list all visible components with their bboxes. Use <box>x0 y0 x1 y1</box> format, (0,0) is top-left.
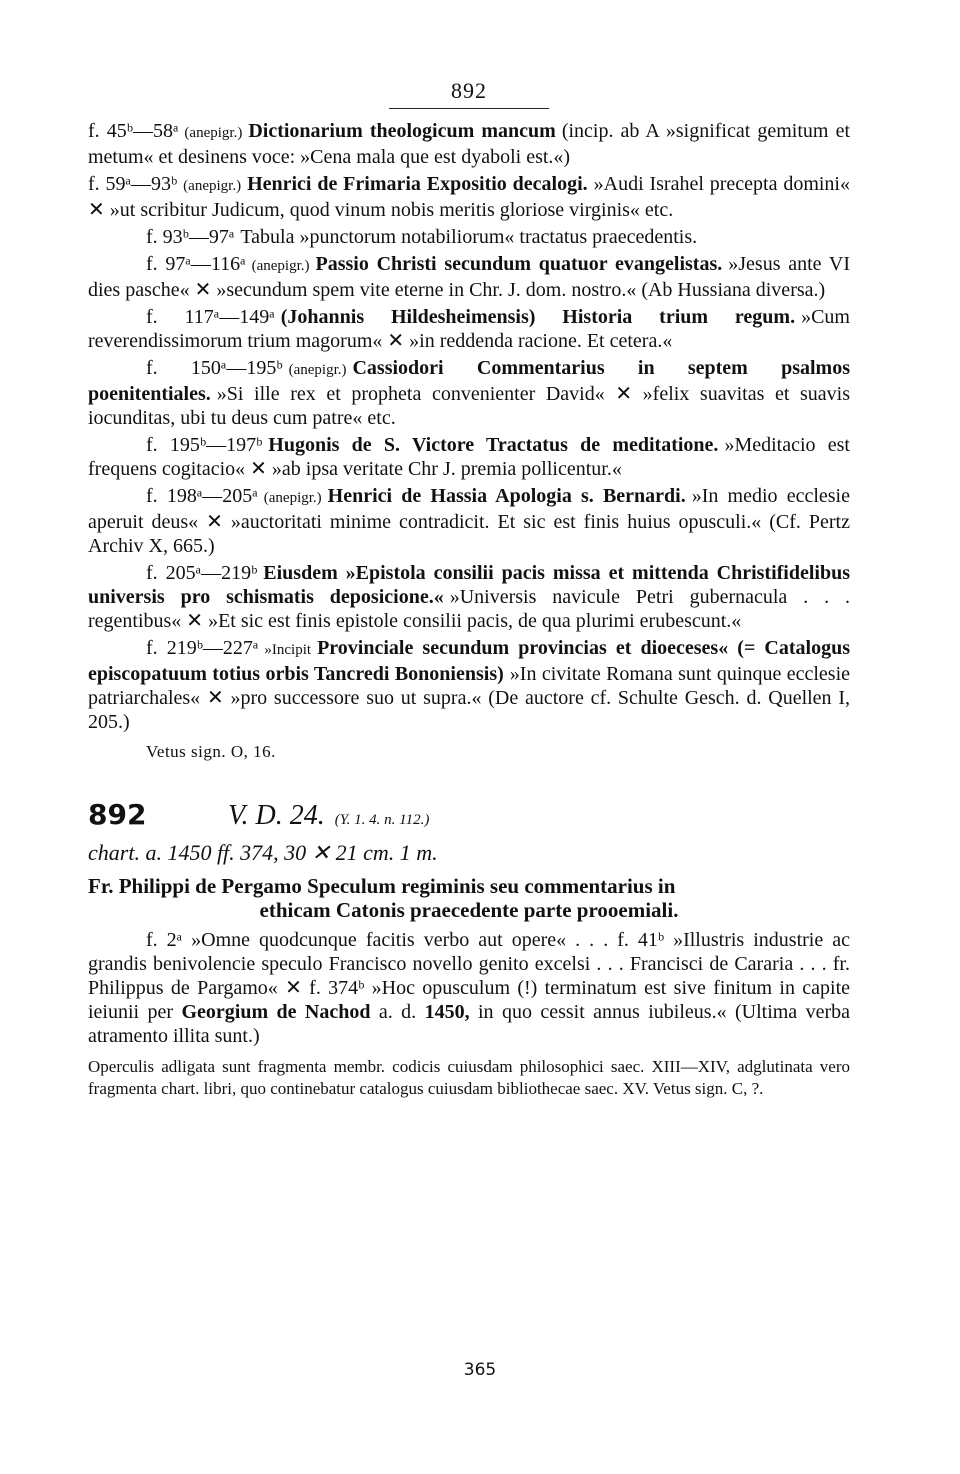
entry-shelfmark: V. D. 24. <box>228 800 325 831</box>
item-prefix: (anepigr.) <box>263 490 322 506</box>
folio-range: f. 97ᵃ—116ᵃ <box>146 253 246 275</box>
item-title: Henrici de Frimaria Expositio decalogi. <box>247 173 588 195</box>
item-description: »Cum reverendissimorum trium magorum« ✕ »in reddenda racione. Et cetera.« <box>88 306 850 352</box>
entry-heading <box>88 798 850 832</box>
content-item <box>88 305 850 353</box>
item-prefix: (anepigr.) <box>288 362 347 378</box>
item-title: Hugonis de S. Victore Tractatus de meditatione. <box>268 434 719 456</box>
item-title: Cassiodori Commentarius in septem psalmos poenitentiales. <box>88 357 850 405</box>
binding-note: Operculis adligata sunt fragmenta membr. codicis cuiusdam philosophici saec. XIII—XIV, adglutinata vero fragmenta chart. libri, quo continebatur catalogus cuiusdam bibliothecae saec. XV. Vetus sign. C, ?. <box>88 1057 850 1098</box>
content-item <box>88 484 850 558</box>
physical-description: chart. a. 1450 ff. 374, 30 ✕ 21 cm. 1 m. <box>88 840 438 865</box>
folio-range: f. 45ᵇ—58ᵃ <box>88 120 179 142</box>
content-item <box>88 433 850 481</box>
folio-range: f. 117ᵃ—149ᵃ <box>146 306 275 328</box>
work-title <box>88 874 850 922</box>
scribe-name: Georgium de Nachod <box>181 1001 371 1023</box>
entry-body-text-a: f. 2ᵃ »Omne quodcunque facitis verbo aut opere« . . . f. 41ᵇ »Illustris industrie ac grandis benivolencie speculo Francisco novello genito excelsi . . . Francisci de Cararia . . . fr. Philippus de Pargamo« ✕ f. 374ᵇ »Hoc opusculum (!) terminatum est sive finitum in capite ieiunii per <box>88 929 850 1023</box>
work-title-line-1: Fr. Philippi de Pergamo Speculum regiminis seu commentarius in <box>88 874 676 898</box>
head-rule <box>389 108 549 109</box>
entry-body <box>88 928 850 1048</box>
item-prefix: »Incipit <box>264 642 312 658</box>
entry-body-text-b: in quo cessit annus iubileus.« (Ultima verba atramento illita sunt.) <box>88 1001 851 1047</box>
entry-number: 892 <box>88 798 147 831</box>
item-title: Henrici de Hassia Apologia s. Bernardi. <box>327 485 686 507</box>
folio-range: f. 195ᵇ—197ᵇ <box>146 434 263 456</box>
item-description: »Audi Israhel precepta domini« ✕ »ut scribitur Judicum, quod vinum nobis meritis gloriose virginis« etc. <box>88 173 850 221</box>
item-title: Dictionarium theologicum mancum <box>248 120 556 142</box>
item-title: (Johannis Hildesheimensis) Historia trium regum. <box>280 306 796 328</box>
item-prefix: (anepigr.) <box>251 258 310 274</box>
folio-range: f. 198ᵃ—205ᵃ <box>146 485 258 507</box>
item-description: »Si ille rex et propheta convenienter David« ✕ »felix suavitas et suavis iocunditas, ubi tu deus cum patre« etc. <box>88 383 850 429</box>
item-prefix: (anepigr.) <box>183 178 242 194</box>
item-description: (incip. ab A »significat gemitum et metum« et desinens voce: »Cena mala que est dyaboli est.«) <box>88 120 850 168</box>
folio-range: f. 93ᵇ—97ᵃ <box>146 226 235 248</box>
content-item <box>88 225 850 249</box>
old-signature: Vetus sign. O, 16. <box>146 742 276 761</box>
item-title: Provinciale secundum provincias et dioeceses« (= Catalogus episcopatuum totius orbis Tancredi Bononiensis) <box>88 637 850 685</box>
content-item <box>88 356 850 430</box>
folio-number: 365 <box>463 1360 497 1380</box>
work-title-line-2: ethicam Catonis praecedente parte prooemiali. <box>259 898 679 922</box>
content-item <box>88 561 850 633</box>
content-item <box>88 172 850 222</box>
manuscript-contents <box>88 119 850 734</box>
item-description: »Jesus ante VI dies pasche« ✕ »secundum spem vite eterne in Chr. J. dom. nostro.« (Ab Hussiana diversa.) <box>88 253 851 301</box>
entry-old-shelfmark: (Y. 1. 4. n. 112.) <box>334 812 430 828</box>
item-prefix: (anepigr.) <box>184 125 243 141</box>
item-description: »In medio ecclesie aperuit deus« ✕ »auctoritati minime contradicit. Et sic est finis huius opusculi.« (Cf. Pertz Archiv X, 665.) <box>88 485 850 557</box>
running-head: 892 <box>451 78 487 103</box>
item-description: »Universis navicule Petri gubernacula . . . regentibus« ✕ »Et sic est finis epistole consilii pacis, de qua plurimi erubescunt.« <box>88 586 851 632</box>
folio-range: f. 59ᵃ—93ᵇ <box>88 173 178 195</box>
item-title: Passio Christi secundum quatuor evangelistas. <box>315 253 723 275</box>
page-body <box>88 78 850 1100</box>
content-item <box>88 636 850 734</box>
content-item <box>88 252 850 302</box>
content-item <box>88 119 850 169</box>
folio-range: f. 150ᵃ—195ᵇ <box>146 357 283 379</box>
entry-year: 1450, <box>424 1001 470 1023</box>
item-title: Eiusdem »Epistola consilii pacis missa et mittenda Christifidelibus universis pro schismatis deposicione.« <box>88 562 850 608</box>
item-description: »Meditacio est frequens cogitacio« ✕ »ab ipsa veritate Chr J. premia pollicentur.« <box>88 434 850 480</box>
folio-range: f. 205ᵃ—219ᵇ <box>146 562 258 584</box>
item-description: Tabula »punctorum notabiliorum« tractatus praecedentis. <box>240 226 698 248</box>
folio-range: f. 219ᵇ—227ᵃ <box>146 637 259 659</box>
entry-body-text-mid: a. d. <box>378 1001 417 1023</box>
item-description: »In civitate Romana sunt quinque ecclesie patriarchales« ✕ »pro successore suo ut supra.« (De auctore cf. Schulte Gesch. d. Quellen I, 205.) <box>88 663 851 733</box>
